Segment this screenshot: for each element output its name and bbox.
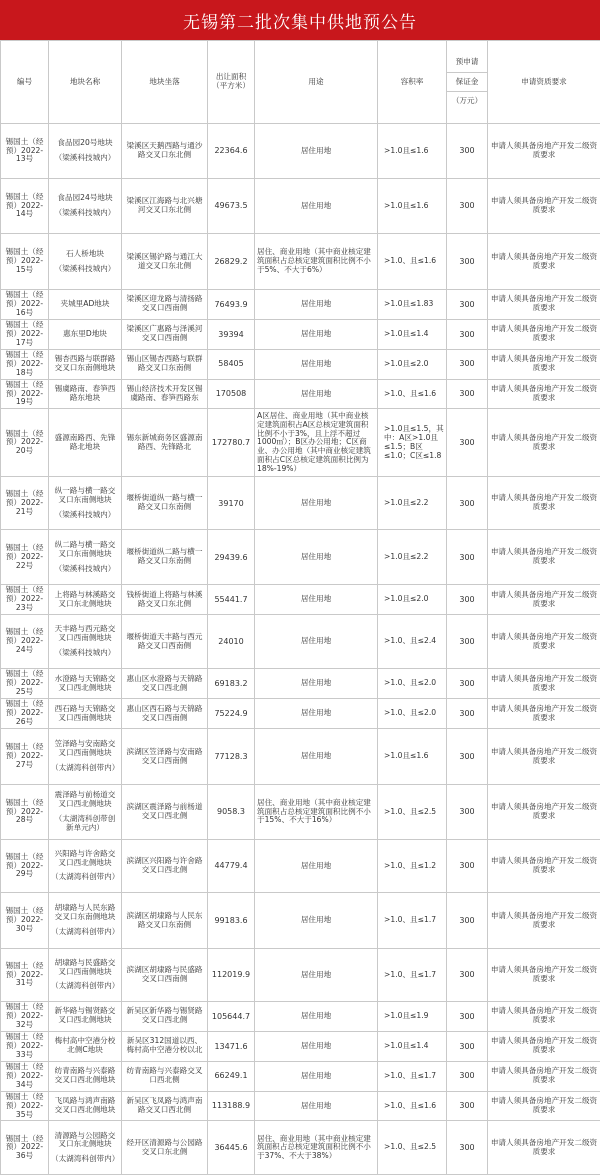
row-land-name xyxy=(49,477,122,530)
row-far: >1.0且≤1.5，其中：A区>1.0且≤1.5；B区≤1.0；C区≤1.8 xyxy=(378,409,447,477)
announcement-title: 无锡第二批次集中供地预公告 xyxy=(0,0,600,40)
row-land-name xyxy=(49,615,122,669)
row-use: 居住用地 xyxy=(255,1061,378,1091)
row-location: 滨湖区震泽路与前杨道交叉口西北侧 xyxy=(122,785,208,840)
row-area: 77128.3 xyxy=(208,729,255,785)
row-location: 钱桥街道上将路与林溪路交叉口东北侧 xyxy=(122,585,208,615)
row-requirement: 申请人须具备房地产开发二级资质要求 xyxy=(488,893,600,949)
row-area: 113188.9 xyxy=(208,1091,255,1121)
header-use: 用途 xyxy=(255,41,378,124)
row-area: 9058.3 xyxy=(208,785,255,840)
row-area: 58405 xyxy=(208,349,255,379)
row-location: 梁溪区锡沪路与通江大道交叉口东北侧 xyxy=(122,234,208,290)
row-area: 69183.2 xyxy=(208,669,255,699)
row-far: >1.0且≤2.2 xyxy=(378,530,447,585)
row-far: >1.0且≤2.0 xyxy=(378,585,447,615)
table-row xyxy=(1,1031,600,1061)
row-requirement: 申请人须具备房地产开发二级资质要求 xyxy=(488,124,600,179)
table-body xyxy=(1,124,600,1175)
row-location: 滨湖区笠泽路与安南路交叉口西南侧 xyxy=(122,729,208,785)
header-requirement: 申请资质要求 xyxy=(488,41,600,124)
row-location: 惠山区西石路与天锦路交叉口西南侧 xyxy=(122,699,208,729)
row-area: 112019.9 xyxy=(208,949,255,1002)
row-area: 24010 xyxy=(208,615,255,669)
row-requirement: 申请人须具备房地产开发二级资质要求 xyxy=(488,179,600,234)
row-requirement: 申请人须具备房地产开发二级资质要求 xyxy=(488,585,600,615)
row-far: >1.0且≤1.83 xyxy=(378,290,447,320)
row-far: >1.0、且≤2.5 xyxy=(378,785,447,840)
row-location: 梁溪区江海路与北兴塘河交叉口东北侧 xyxy=(122,179,208,234)
row-far: >1.0、且≤1.7 xyxy=(378,1061,447,1091)
row-deposit: 300 xyxy=(447,379,488,409)
row-use: 居住、商业用地（其中商业核定建筑面积占总核定建筑面积比例不小于5%、不大于6%） xyxy=(255,234,378,290)
row-use: 居住用地 xyxy=(255,699,378,729)
row-land-name xyxy=(49,840,122,893)
row-land-name xyxy=(49,1031,122,1061)
row-far: >1.0、且≤2.5 xyxy=(378,1121,447,1175)
row-deposit: 300 xyxy=(447,409,488,477)
row-land-name xyxy=(49,530,122,585)
row-area: 172780.7 xyxy=(208,409,255,477)
row-code: 锡国土（经预）2022-20号 xyxy=(1,409,49,477)
row-area: 55441.7 xyxy=(208,585,255,615)
land-supply-table xyxy=(0,40,600,1175)
row-area: 39170 xyxy=(208,477,255,530)
row-land-name-text: 纺青南路与兴泰路交叉口西北侧地块 xyxy=(55,1066,116,1084)
header-deposit-line1: 预申请 xyxy=(449,58,485,72)
row-area: 76493.9 xyxy=(208,290,255,320)
row-requirement: 申请人须具备房地产开发二级资质要求 xyxy=(488,477,600,530)
row-land-name-text: 水澄路与天锦路交叉口西北侧地块 xyxy=(55,674,116,692)
row-deposit: 300 xyxy=(447,1091,488,1121)
row-location: 锡东新城商务区盛源南路西、先锋路北 xyxy=(122,409,208,477)
row-deposit: 300 xyxy=(447,699,488,729)
row-area: 22364.6 xyxy=(208,124,255,179)
header-far: 容积率 xyxy=(378,41,447,124)
row-location: 滨湖区胡埭路与人民东路交叉口东南侧 xyxy=(122,893,208,949)
row-code: 锡国土（经预）2022-22号 xyxy=(1,530,49,585)
row-land-name xyxy=(49,409,122,477)
row-use: 居住用地 xyxy=(255,1091,378,1121)
row-requirement: 申请人须具备房地产开发二级资质要求 xyxy=(488,349,600,379)
row-location: 经开区清源路与公园路交叉口东北侧 xyxy=(122,1121,208,1175)
row-far: >1.0且≤1.6 xyxy=(378,729,447,785)
row-land-name xyxy=(49,319,122,349)
table-row xyxy=(1,1002,600,1032)
row-land-note: （梁溪科技城内） xyxy=(51,209,119,218)
row-deposit: 300 xyxy=(447,1002,488,1032)
row-code: 锡国土（经预）2022-14号 xyxy=(1,179,49,234)
row-use: 居住用地 xyxy=(255,290,378,320)
row-code: 锡国土（经预）2022-36号 xyxy=(1,1121,49,1175)
row-land-name xyxy=(49,124,122,179)
row-land-name-text: 胡埭路与人民东路交叉口东南侧地块 xyxy=(55,903,116,921)
row-location: 梁溪区天鹅西路与通沙路交叉口东北侧 xyxy=(122,124,208,179)
row-use: 居住用地 xyxy=(255,179,378,234)
row-deposit: 300 xyxy=(447,893,488,949)
row-land-name-text: 兴阳路与许舍路交叉口西北侧地块 xyxy=(55,849,116,867)
row-land-note: （梁溪科技城内） xyxy=(51,154,119,163)
row-land-name-text: 震泽路与前杨道交叉口西北侧地块 xyxy=(55,790,116,808)
row-deposit: 300 xyxy=(447,785,488,840)
row-land-name xyxy=(49,893,122,949)
row-land-note: （梁溪科技城内） xyxy=(51,511,119,520)
row-land-name xyxy=(49,729,122,785)
row-use: 居住用地 xyxy=(255,729,378,785)
row-use: 居住用地 xyxy=(255,530,378,585)
row-use: 居住用地 xyxy=(255,840,378,893)
row-far: >1.0且≤1.9 xyxy=(378,1002,447,1032)
row-location: 惠山区水澄路与天锦路交叉口西北侧 xyxy=(122,669,208,699)
row-land-note: （太湖湾科创带内） xyxy=(51,873,119,882)
row-deposit: 300 xyxy=(447,179,488,234)
row-land-name xyxy=(49,949,122,1002)
row-deposit: 300 xyxy=(447,290,488,320)
row-far: >1.0、且≤2.4 xyxy=(378,615,447,669)
row-use: 居住用地 xyxy=(255,319,378,349)
row-land-name-text: 飞凤路与鸿声南路交叉口西北侧地块 xyxy=(55,1096,116,1114)
row-use: 居住、商业用地（其中商业核定建筑面积占总核定建筑面积比例不小于37%、不大于38%） xyxy=(255,1121,378,1175)
row-deposit: 300 xyxy=(447,949,488,1002)
table-row xyxy=(1,729,600,785)
row-deposit: 300 xyxy=(447,840,488,893)
row-deposit: 300 xyxy=(447,319,488,349)
row-use: 居住用地 xyxy=(255,349,378,379)
row-code: 锡国土（经预）2022-26号 xyxy=(1,699,49,729)
row-code: 锡国土（经预）2022-25号 xyxy=(1,669,49,699)
row-area: 99183.6 xyxy=(208,893,255,949)
row-requirement: 申请人须具备房地产开发二级资质要求 xyxy=(488,840,600,893)
table-row xyxy=(1,699,600,729)
table-row xyxy=(1,530,600,585)
row-location: 滨湖区兴阳路与许舍路交叉口西北侧 xyxy=(122,840,208,893)
row-requirement: 申请人须具备房地产开发二级资质要求 xyxy=(488,669,600,699)
row-code: 锡国土（经预）2022-29号 xyxy=(1,840,49,893)
row-location: 梁溪区迎龙路与清扬路交叉口西南侧 xyxy=(122,290,208,320)
header-deposit-line3: （万元） xyxy=(449,92,485,106)
row-land-name-text: 盛源南路西、先锋路北地块 xyxy=(55,433,116,451)
row-requirement: 申请人须具备房地产开发二级资质要求 xyxy=(488,699,600,729)
row-land-name xyxy=(49,179,122,234)
row-far: >1.0且≤2.2 xyxy=(378,477,447,530)
table-row xyxy=(1,1121,600,1175)
table-row xyxy=(1,949,600,1002)
table-row xyxy=(1,319,600,349)
row-requirement: 申请人须具备房地产开发二级资质要求 xyxy=(488,234,600,290)
row-land-note: （太湖湾科创带内） xyxy=(51,928,119,937)
row-use: 居住用地 xyxy=(255,477,378,530)
row-use: 居住用地 xyxy=(255,124,378,179)
row-code: 锡国土（经预）2022-27号 xyxy=(1,729,49,785)
row-land-note: （太湖湾科创带创新单元内） xyxy=(51,815,119,833)
row-code: 锡国土（经预）2022-30号 xyxy=(1,893,49,949)
row-code: 锡国土（经预）2022-35号 xyxy=(1,1091,49,1121)
row-location: 纺青南路与兴泰路交叉口西北侧 xyxy=(122,1061,208,1091)
row-code: 锡国土（经预）2022-32号 xyxy=(1,1002,49,1032)
row-land-name xyxy=(49,290,122,320)
row-land-note: （梁溪科技城内） xyxy=(51,565,119,574)
row-land-name-text: 惠东里D地块 xyxy=(63,329,107,338)
row-far: >1.0且≤1.4 xyxy=(378,319,447,349)
row-area: 105644.7 xyxy=(208,1002,255,1032)
row-land-name-text: 胡埭路与民盛路交叉口西南侧地块 xyxy=(55,958,116,976)
row-far: >1.0、且≤1.6 xyxy=(378,234,447,290)
row-far: >1.0、且≤1.7 xyxy=(378,893,447,949)
row-deposit: 300 xyxy=(447,585,488,615)
row-far: >1.0且≤1.6 xyxy=(378,179,447,234)
table-row xyxy=(1,669,600,699)
row-use: 居住用地 xyxy=(255,585,378,615)
row-area: 39394 xyxy=(208,319,255,349)
row-requirement: 申请人须具备房地产开发二级资质要求 xyxy=(488,729,600,785)
row-code: 锡国土（经预）2022-31号 xyxy=(1,949,49,1002)
header-code: 编号 xyxy=(1,41,49,124)
row-area: 29439.6 xyxy=(208,530,255,585)
row-requirement: 申请人须具备房地产开发二级资质要求 xyxy=(488,530,600,585)
row-use: 居住用地 xyxy=(255,893,378,949)
row-land-name-text: 天丰路与西元路交叉口西南侧地块 xyxy=(55,624,116,642)
row-far: >1.0、且≤2.0 xyxy=(378,699,447,729)
row-deposit: 300 xyxy=(447,615,488,669)
row-land-name-text: 梅村高中空港分校北侧C地块 xyxy=(55,1036,116,1054)
row-use: 居住用地 xyxy=(255,949,378,1002)
table-row xyxy=(1,124,600,179)
row-location: 新吴区飞凤路与鸿声南路交叉口西北侧 xyxy=(122,1091,208,1121)
row-land-note: （太湖湾科创带内） xyxy=(51,982,119,991)
row-land-name-text: 纵一路与横一路交叉口东南侧地块 xyxy=(55,486,116,504)
row-far: >1.0、且≤1.2 xyxy=(378,840,447,893)
table-row xyxy=(1,409,600,477)
row-far: >1.0、且≤2.0 xyxy=(378,669,447,699)
row-requirement: 申请人须具备房地产开发二级资质要求 xyxy=(488,1002,600,1032)
row-code: 锡国土（经预）2022-16号 xyxy=(1,290,49,320)
row-deposit: 300 xyxy=(447,234,488,290)
row-code: 锡国土（经预）2022-18号 xyxy=(1,349,49,379)
row-use: A区居住、商业用地（其中商业核定建筑面积占A区总核定建筑面积比例不小于3%，且上浮不超过1000㎡）；B区办公用地；C区商业、办公用地（其中商业核定建筑面积占C区总核定建筑面积比例为18%-19%） xyxy=(255,409,378,477)
row-requirement: 申请人须具备房地产开发二级资质要求 xyxy=(488,1091,600,1121)
row-far: >1.0且≤1.4 xyxy=(378,1031,447,1061)
row-requirement: 申请人须具备房地产开发二级资质要求 xyxy=(488,319,600,349)
row-land-name xyxy=(49,785,122,840)
row-land-name-text: 西石路与天锦路交叉口西南侧地块 xyxy=(55,704,116,722)
row-land-name-text: 纵二路与横一路交叉口东南侧地块 xyxy=(55,540,116,558)
row-area: 44779.4 xyxy=(208,840,255,893)
row-code: 锡国土（经预）2022-24号 xyxy=(1,615,49,669)
row-area: 75224.9 xyxy=(208,699,255,729)
row-code: 锡国土（经预）2022-34号 xyxy=(1,1061,49,1091)
row-location: 新吴区312国道以西、梅村高中空港分校以北 xyxy=(122,1031,208,1061)
table-row xyxy=(1,1091,600,1121)
row-land-name xyxy=(49,349,122,379)
row-land-note: （梁溪科技城内） xyxy=(51,649,119,658)
header-deposit xyxy=(447,41,488,124)
row-location: 堰桥街道纵一路与横一路交叉口东南侧 xyxy=(122,477,208,530)
row-land-name xyxy=(49,1091,122,1121)
row-use: 居住、商业用地（其中商业核定建筑面积占总核定建筑面积比例不小于15%、不大于16%） xyxy=(255,785,378,840)
row-land-name-text: 上将路与林溪路交叉口东北侧地块 xyxy=(55,590,116,608)
table-row xyxy=(1,290,600,320)
row-far: >1.0、且≤1.7 xyxy=(378,949,447,1002)
row-use: 居住用地 xyxy=(255,379,378,409)
row-code: 锡国土（经预）2022-23号 xyxy=(1,585,49,615)
row-deposit: 300 xyxy=(447,669,488,699)
row-area: 49673.5 xyxy=(208,179,255,234)
row-deposit: 300 xyxy=(447,1121,488,1175)
row-far: >1.0、且≤1.6 xyxy=(378,1091,447,1121)
row-deposit: 300 xyxy=(447,1031,488,1061)
row-code: 锡国土（经预）2022-33号 xyxy=(1,1031,49,1061)
row-land-name-text: 锡杏西路与联群路交叉口东南侧地块 xyxy=(55,354,116,372)
row-deposit: 300 xyxy=(447,729,488,785)
row-location: 堰桥街道天丰路与西元路交叉口西南侧 xyxy=(122,615,208,669)
row-code: 锡国土（经预）2022-13号 xyxy=(1,124,49,179)
row-area: 36445.6 xyxy=(208,1121,255,1175)
header-location: 地块坐落 xyxy=(122,41,208,124)
row-land-name-text: 新华路与锡贤路交叉口西北侧地块 xyxy=(55,1006,116,1024)
row-land-name-text: 食品园20号地块 xyxy=(57,138,112,147)
row-requirement: 申请人须具备房地产开发二级资质要求 xyxy=(488,379,600,409)
row-deposit: 300 xyxy=(447,1061,488,1091)
row-area: 26829.2 xyxy=(208,234,255,290)
row-land-name xyxy=(49,699,122,729)
row-code: 锡国土（经预）2022-17号 xyxy=(1,319,49,349)
row-land-name xyxy=(49,585,122,615)
row-far: >1.0且≤2.0 xyxy=(378,349,447,379)
row-deposit: 300 xyxy=(447,477,488,530)
table-row xyxy=(1,477,600,530)
row-land-name-text: 清源路与公园路交叉口东北侧地块 xyxy=(55,1131,116,1149)
row-use: 居住用地 xyxy=(255,1002,378,1032)
row-land-note: （太湖湾科创带内） xyxy=(51,1155,119,1164)
table-row xyxy=(1,179,600,234)
row-land-name-text: 锡虞路南、春笋西路东地块 xyxy=(55,384,116,402)
row-land-note: （梁溪科技城内） xyxy=(51,265,119,274)
row-use: 居住用地 xyxy=(255,1031,378,1061)
row-land-name xyxy=(49,234,122,290)
row-land-name-text: 夹城里AD地块 xyxy=(60,299,109,308)
row-deposit: 300 xyxy=(447,349,488,379)
row-location: 锡山经济技术开发区锡虞路南、春笋西路东 xyxy=(122,379,208,409)
row-area: 66249.1 xyxy=(208,1061,255,1091)
row-land-name-text: 食品园24号地块 xyxy=(57,193,112,202)
row-land-name xyxy=(49,1002,122,1032)
row-land-name-text: 笠泽路与安南路交叉口西南侧地块 xyxy=(55,739,116,757)
row-requirement: 申请人须具备房地产开发二级资质要求 xyxy=(488,1061,600,1091)
row-location: 滨湖区胡埭路与民盛路交叉口西南侧 xyxy=(122,949,208,1002)
row-land-name xyxy=(49,669,122,699)
row-far: >1.0且≤1.6 xyxy=(378,124,447,179)
table-row xyxy=(1,234,600,290)
table-row xyxy=(1,785,600,840)
table-row xyxy=(1,840,600,893)
row-land-name xyxy=(49,1061,122,1091)
table-header-row xyxy=(1,41,600,124)
row-location: 锡山区锡杏西路与联群路交叉口东南侧 xyxy=(122,349,208,379)
row-area: 13471.6 xyxy=(208,1031,255,1061)
row-use: 居住用地 xyxy=(255,615,378,669)
row-requirement: 申请人须具备房地产开发二级资质要求 xyxy=(488,949,600,1002)
row-area: 170508 xyxy=(208,379,255,409)
row-land-name xyxy=(49,1121,122,1175)
row-land-note: （太湖湾科创带内） xyxy=(51,764,119,773)
row-land-name-text: 石人桥地块 xyxy=(66,249,104,258)
row-land-name xyxy=(49,379,122,409)
row-requirement: 申请人须具备房地产开发二级资质要求 xyxy=(488,785,600,840)
table-row xyxy=(1,349,600,379)
row-use: 居住用地 xyxy=(255,669,378,699)
table-row xyxy=(1,1061,600,1091)
row-code: 锡国土（经预）2022-15号 xyxy=(1,234,49,290)
row-location: 新吴区新华路与锡贤路交叉口西北侧 xyxy=(122,1002,208,1032)
row-deposit: 300 xyxy=(447,124,488,179)
row-requirement: 申请人须具备房地产开发二级资质要求 xyxy=(488,409,600,477)
row-code: 锡国土（经预）2022-21号 xyxy=(1,477,49,530)
row-requirement: 申请人须具备房地产开发二级资质要求 xyxy=(488,290,600,320)
header-deposit-line2: 保证金 xyxy=(447,72,487,93)
row-far: >1.0、且≤1.6 xyxy=(378,379,447,409)
row-code: 锡国土（经预）2022-28号 xyxy=(1,785,49,840)
table-row xyxy=(1,585,600,615)
row-deposit: 300 xyxy=(447,530,488,585)
header-area: 出让面积（平方米） xyxy=(208,41,255,124)
row-location: 梁溪区广惠路与泽溪河交叉口西南侧 xyxy=(122,319,208,349)
row-requirement: 申请人须具备房地产开发二级资质要求 xyxy=(488,1121,600,1175)
row-requirement: 申请人须具备房地产开发二级资质要求 xyxy=(488,615,600,669)
header-name: 地块名称 xyxy=(49,41,122,124)
table-row xyxy=(1,615,600,669)
row-code: 锡国土（经预）2022-19号 xyxy=(1,379,49,409)
table-row xyxy=(1,893,600,949)
row-requirement: 申请人须具备房地产开发二级资质要求 xyxy=(488,1031,600,1061)
row-location: 堰桥街道纵二路与横一路交叉口东南侧 xyxy=(122,530,208,585)
table-row xyxy=(1,379,600,409)
